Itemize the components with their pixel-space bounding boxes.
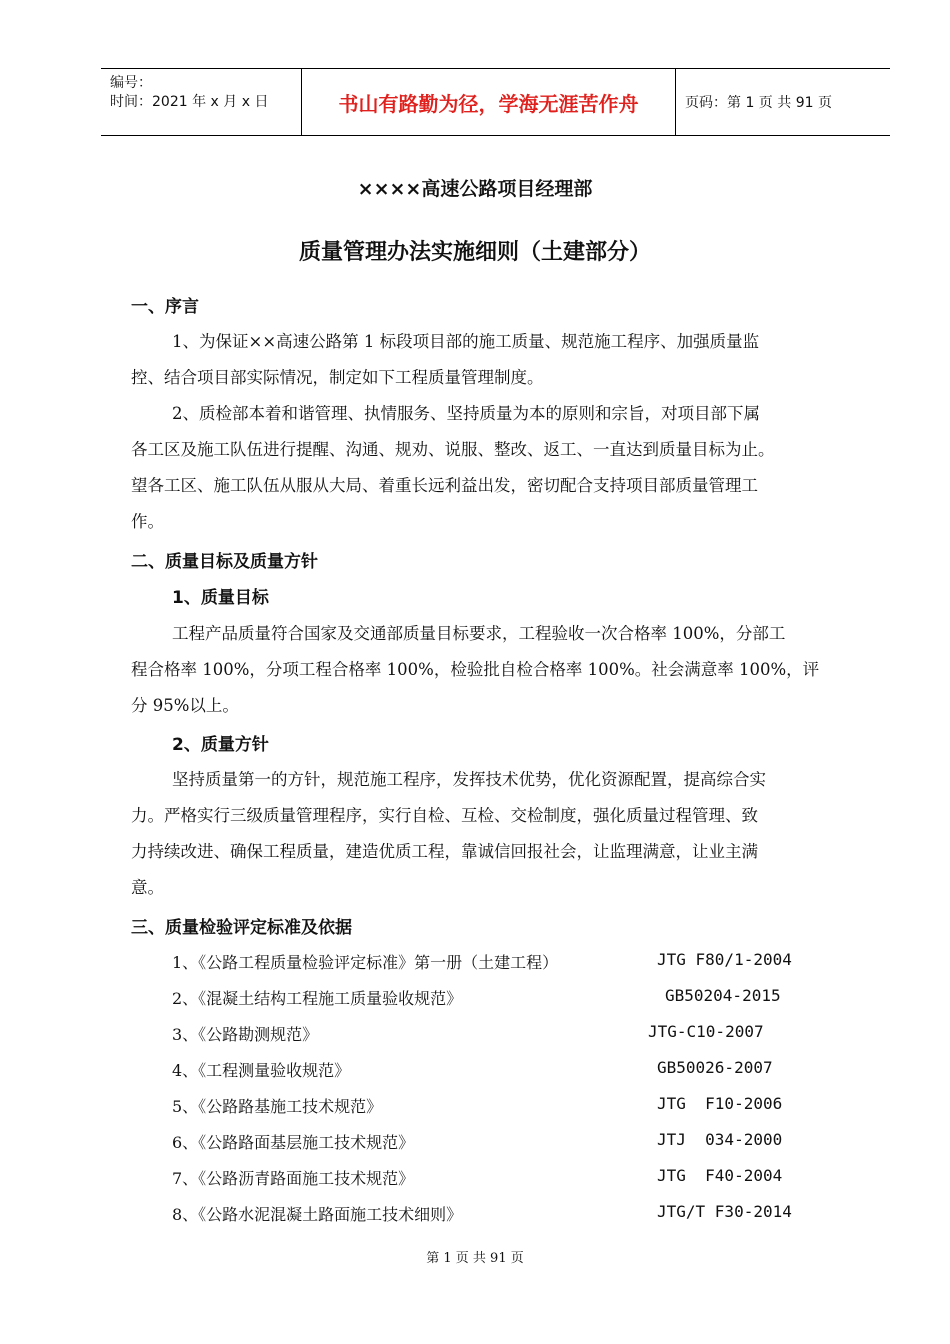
document-title: 质量管理办法实施细则（土建部分） [298,240,651,265]
paragraph-line: 作。 [131,512,164,531]
standard-code: JTG/T F30-2014 [657,1202,792,1221]
standard-code: JTJ 034-2000 [657,1130,783,1149]
organization-title: ××××高速公路项目经理部 [357,178,593,200]
section-heading-preface: 一、序言 [131,297,199,317]
standard-title: 4、《工程测量验收规范》 [172,1061,351,1080]
paragraph-line: 控、结合项目部实际情况，制定如下工程质量管理制度。 [131,368,544,387]
standard-item [172,1022,318,1045]
paragraph-line: 望各工区、施工队伍从服从大局、着重长远利益出发，密切配合支持项目部质量管理工 [131,476,758,495]
paragraph-line: 分 95%以上。 [131,696,239,715]
paragraph-line: 坚持质量第一的方针，规范施工程序，发挥技术优势，优化资源配置，提高综合实 [172,770,766,789]
document-number-label: 编号： [110,75,152,91]
paragraph-line: 力持续改进、确保工程质量，建造优质工程，靠诚信回报社会，让监理满意，让业主满 [131,842,758,861]
section-heading-quality-goals: 二、质量目标及质量方针 [131,552,318,572]
standard-code: GB50026-2007 [657,1058,773,1077]
paragraph-line: 2、质检部本着和谐管理、执情服务、坚持质量为本的原则和宗旨，对项目部下属 [172,404,760,423]
section-heading-standards: 三、质量检验评定标准及依据 [131,918,352,938]
page-footer: 第 1 页 共 91 页 [426,1251,524,1266]
standard-item [172,1094,382,1117]
standard-item [172,1166,414,1189]
paragraph-line: 工程产品质量符合国家及交通部质量目标要求，工程验收一次合格率 100%，分部工 [172,624,786,643]
standard-title: 1、《公路工程质量检验评定标准》第一册（土建工程） [172,953,559,972]
subheading-quality-target: 1、质量目标 [172,588,269,608]
standard-title: 8、《公路水泥混凝土路面施工技术细则》 [172,1205,463,1224]
standard-title: 7、《公路沥青路面施工技术规范》 [172,1169,415,1188]
header-page-info: 页码：第 1 页 共 91 页 [685,95,832,111]
header-meta-cell [101,69,302,135]
paragraph-line: 意。 [131,878,164,897]
document-time-label: 时间：2021 年 x 月 x 日 [110,94,269,110]
paragraph-line: 各工区及施工队伍进行提醒、沟通、规劝、说服、整改、返工、一直达到质量目标为止。 [131,440,775,459]
standard-code: JTG-C10-2007 [648,1022,764,1041]
standard-item [172,1058,350,1081]
standard-item [172,986,462,1009]
standard-code: JTG F40-2004 [657,1166,783,1185]
standard-code: GB50204-2015 [665,986,781,1005]
paragraph-line: 力。严格实行三级质量管理程序，实行自检、互检、交检制度，强化质量过程管理、致 [131,806,758,825]
standard-item [172,1202,462,1225]
standard-title: 5、《公路路基施工技术规范》 [172,1097,383,1116]
paragraph-line: 1、为保证××高速公路第 1 标段项目部的施工质量、规范施工程序、加强质量监 [172,332,760,351]
standard-code: JTG F80/1-2004 [657,950,792,969]
header-table [101,68,890,136]
standard-code: JTG F10-2006 [657,1094,783,1113]
subheading-quality-policy: 2、质量方针 [172,735,269,755]
header-motto: 书山有路勤为径，学海无涯苦作舟 [302,69,676,135]
standard-item [172,950,558,973]
paragraph-line: 程合格率 100%，分项工程合格率 100%，检验批自检合格率 100%。社会满意率 100%，评 [131,660,820,679]
standard-title: 2、《混凝土结构工程施工质量验收规范》 [172,989,463,1008]
standard-title: 6、《公路路面基层施工技术规范》 [172,1133,415,1152]
standard-title: 3、《公路勘测规范》 [172,1025,319,1044]
standard-item [172,1130,414,1153]
